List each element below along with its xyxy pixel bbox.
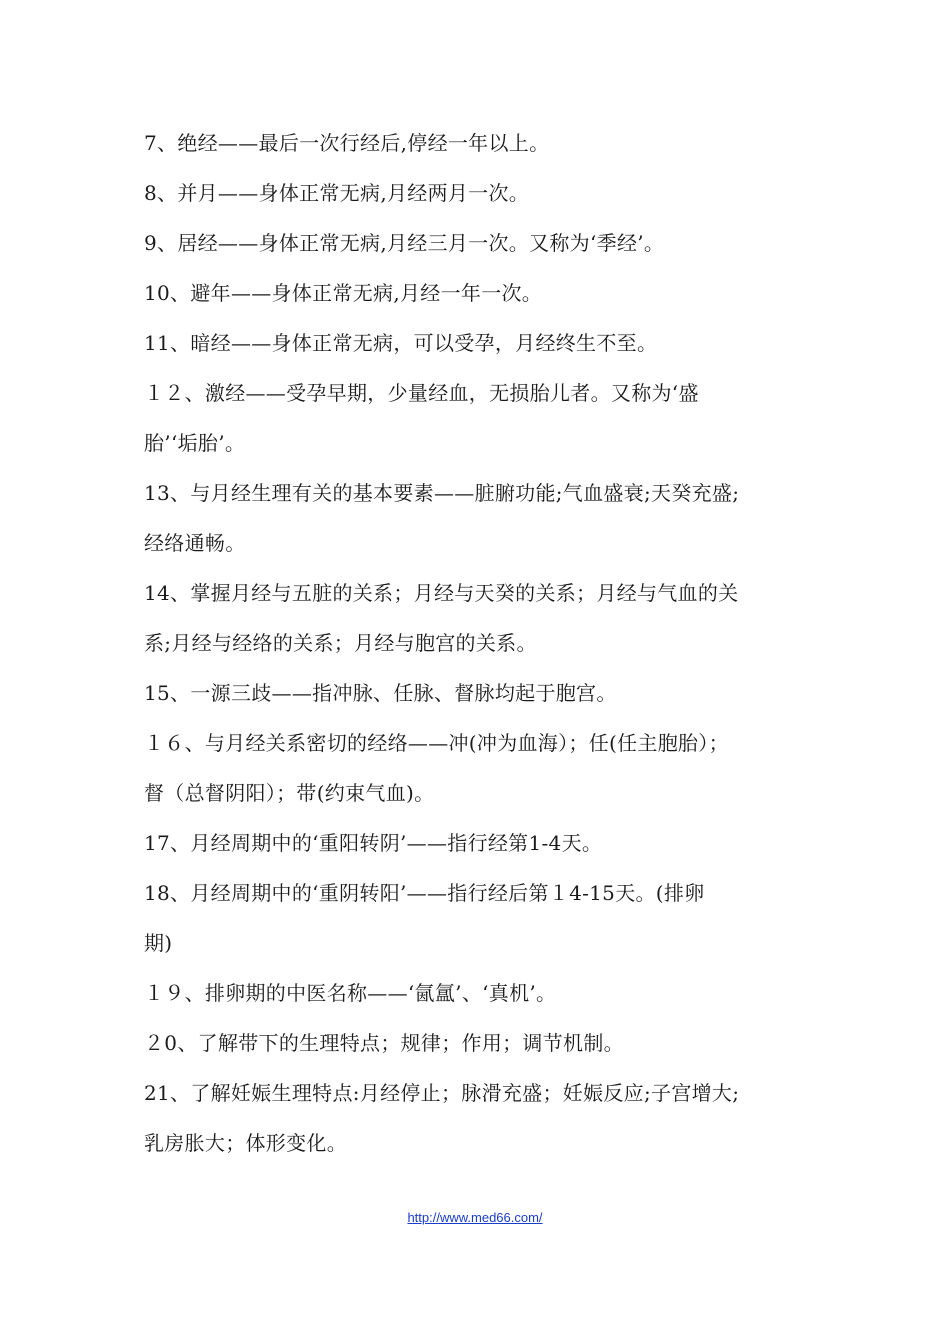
text-line-14: 14、掌握月经与五脏的关系；月经与天癸的关系；月经与气血的关 — [144, 581, 739, 605]
text-line-9: 9、居经——身体正常无病,月经三月一次。又称为‘季经’。 — [144, 231, 665, 255]
footer-link[interactable]: http://www.med66.com/ — [407, 1210, 543, 1225]
text-line-12: １２、激经——受孕早期，少量经血，无损胎儿者。又称为‘盛 — [144, 381, 699, 405]
text-line-20: ２0、了解带下的生理特点；规律；作用；调节机制。 — [144, 1031, 624, 1055]
text-line-17: 17、月经周期中的‘重阳转阴’——指行经第1-4天。 — [144, 831, 603, 855]
text-line-13: 13、与月经生理有关的基本要素——脏腑功能;气血盛衰;天癸充盛; — [144, 481, 740, 505]
text-line-14-cont: 系;月经与经络的关系；月经与胞宫的关系。 — [144, 631, 537, 655]
document-body — [144, 118, 812, 1168]
text-line-18: 18、月经周期中的‘重阴转阳’——指行经后第１4-15天。(排卵 — [144, 881, 705, 905]
page-footer — [0, 1210, 950, 1225]
text-line-21: 21、了解妊娠生理特点:月经停止；脉滑充盛；妊娠反应;子宫增大; — [144, 1081, 740, 1105]
text-line-7: 7、绝经——最后一次行经后,停经一年以上。 — [144, 131, 550, 155]
text-line-10: 10、避年——身体正常无病,月经一年一次。 — [144, 281, 543, 305]
text-line-21-cont: 乳房胀大；体形变化。 — [144, 1131, 347, 1155]
text-line-12-cont: 胎’‘垢胎’。 — [144, 431, 246, 455]
text-line-19: １９、排卵期的中医名称——‘氤氲’、‘真机’。 — [144, 981, 557, 1005]
text-line-13-cont: 经络通畅。 — [144, 531, 246, 555]
text-line-15: 15、一源三歧——指冲脉、任脉、督脉均起于胞宫。 — [144, 681, 617, 705]
text-line-11: 11、暗经——身体正常无病，可以受孕，月经终生不至。 — [144, 331, 658, 355]
text-line-8: 8、并月——身体正常无病,月经两月一次。 — [144, 181, 530, 205]
text-line-18-cont: 期) — [144, 931, 173, 955]
text-line-16-cont: 督（总督阴阳）；带(约束气血)。 — [144, 781, 435, 805]
text-line-16: １６、与月经关系密切的经络——冲(冲为血海）；任(任主胞胎）； — [144, 731, 729, 755]
